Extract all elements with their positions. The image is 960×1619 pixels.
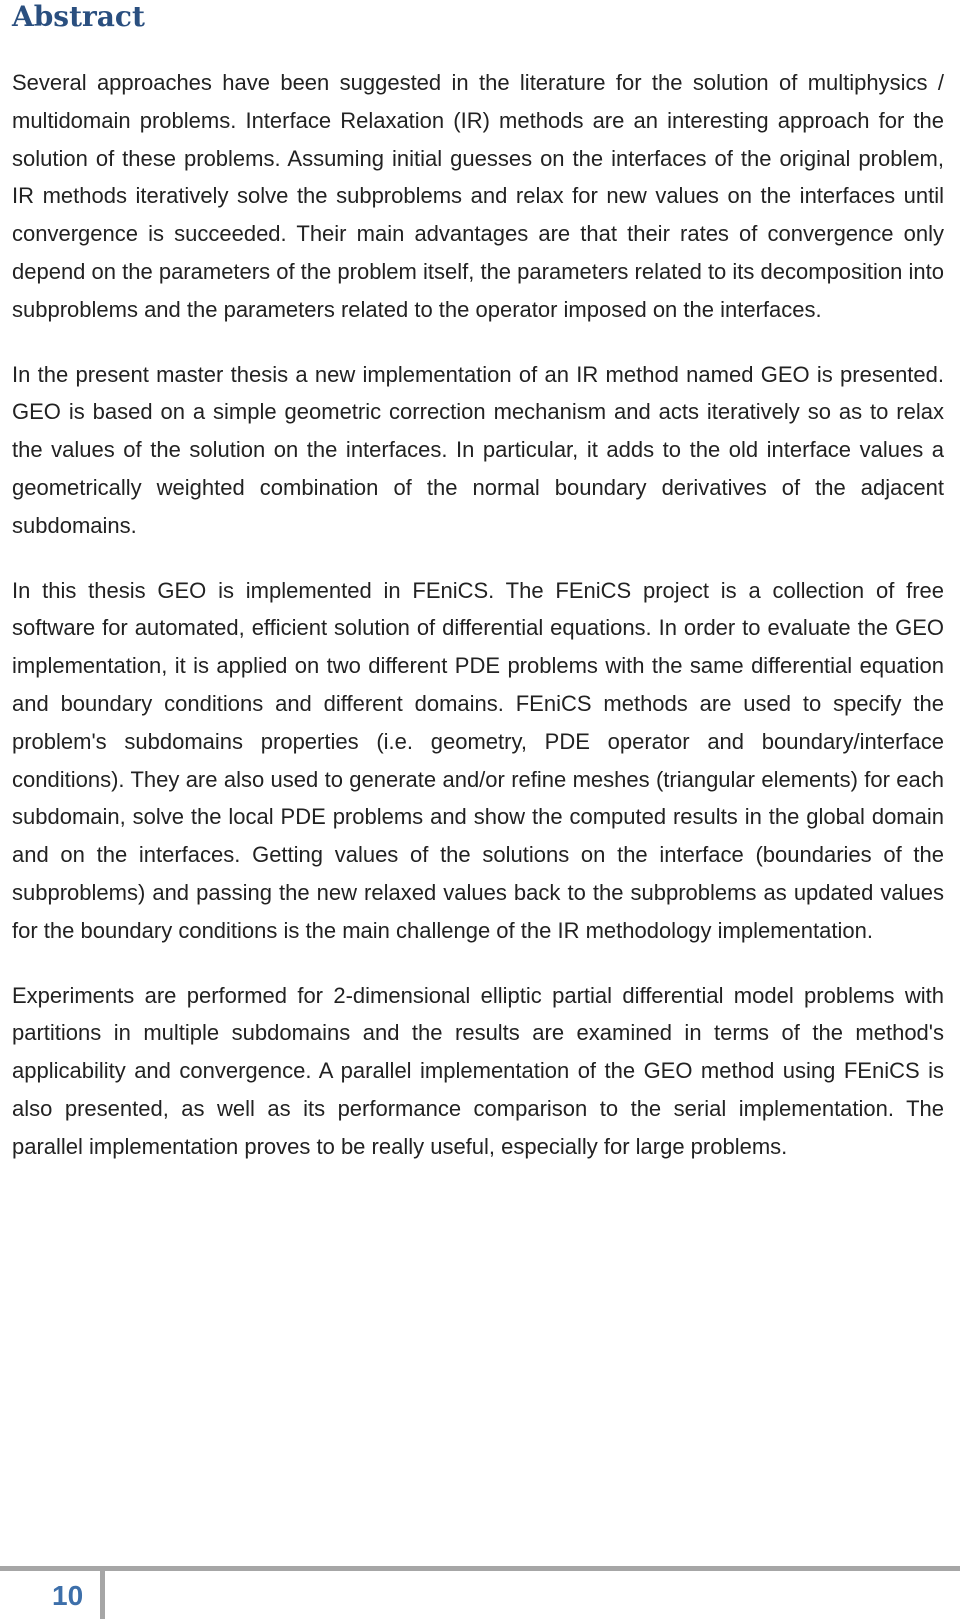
footer-vertical-rule xyxy=(100,1566,105,1619)
section-heading: Abstract xyxy=(12,0,145,33)
paragraph-3: In this thesis GEO is implemented in FEniCS. The FEniCS project is a collection of free software for automated, efficient solution of differential equations. In order to evaluate the GEO implementation, it is applied on two different PDE problems with the same differential equation and boundary conditions and different domains. FEniCS methods are used to specify the problem's subdomains properties (i.e. geometry, PDE operator and boundary/interface conditions). They are also used to generate and/or refine meshes (triangular elements) for each subdomain, solve the local PDE problems and show the computed results in the global domain and on the interfaces. Getting values of the solutions on the interface (boundaries of the subproblems) and passing the new relaxed values back to the subproblems as updated values for the boundary conditions is the main challenge of the IR methodology implementation. xyxy=(12,577,944,943)
page-number: 10 xyxy=(52,1580,84,1611)
paragraph-4: Experiments are performed for 2-dimensional elliptic partial differential model problems with partitions in multiple subdomains and the results are examined in terms of the method's applicability and convergence. A parallel implementation of the GEO method using FEniCS is also presented, as well as its performance comparison to the serial implementation. The parallel implementation proves to be really useful, especially for large problems. xyxy=(12,982,944,1159)
abstract-body xyxy=(12,64,944,1193)
footer-horizontal-rule xyxy=(0,1566,960,1571)
paragraph-1: Several approaches have been suggested in the literature for the solution of multiphysics / multidomain problems. Interface Relaxation (IR) methods are an interesting approach for the solution of these problems. Assuming initial guesses on the interfaces of the original problem, IR methods iteratively solve the subproblems and relax for new values on the interfaces until convergence is succeeded. Their main advantages are that their rates of convergence only depend on the parameters of the problem itself, the parameters related to its decomposition into subproblems and the parameters related to the operator imposed on the interfaces. xyxy=(12,70,944,322)
paragraph-2: In the present master thesis a new implementation of an IR method named GEO is presented. GEO is based on a simple geometric correction mechanism and acts iteratively so as to relax the values of the solution on the interfaces. In particular, it adds to the old interface values a geometrically weighted combination of the normal boundary derivatives of the adjacent subdomains. xyxy=(12,361,944,538)
page-footer xyxy=(0,1566,960,1619)
